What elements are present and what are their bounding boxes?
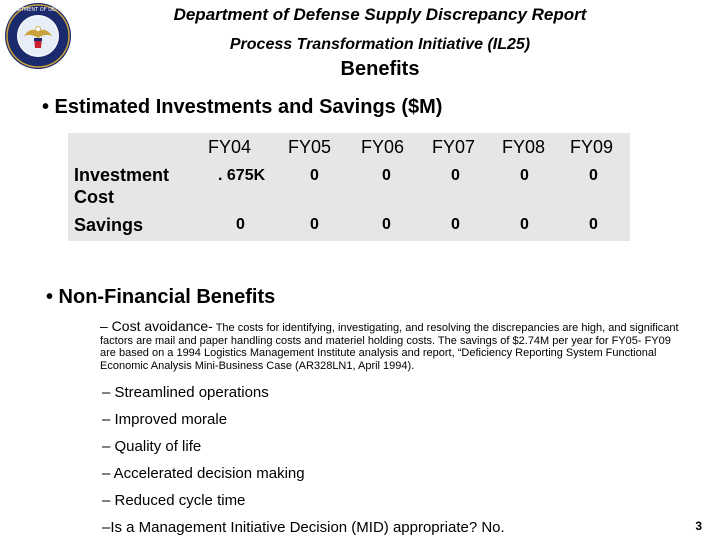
table-cell-savings-fy09: 0	[589, 216, 598, 233]
row-label-cost: Cost	[74, 187, 114, 207]
svg-text:DEPARTMENT OF DEFENSE: DEPARTMENT OF DEFENSE	[4, 7, 72, 13]
header-title-benefits: Benefits	[340, 58, 420, 80]
cost-avoidance-text: The costs for identifying, investigating, and resolving the discrepancies are high, and significant factors are mail and paper handling costs and materiel holding costs. The savings of $2.74M per year for FY05- FY09 are based on a 1994 Logistics Management Institute analysis and report, “Deficiency Reporting System Functional Economic Analysis Mini-Business Case (AR328LN1, April 1994).	[100, 322, 679, 372]
cost-avoidance-paragraph	[100, 320, 680, 372]
page-number: 3	[695, 519, 702, 533]
list-item: – Accelerated decision making	[102, 465, 305, 482]
column-header-fy06: FY06	[361, 137, 405, 157]
table-cell-investment-fy05: 0	[310, 167, 319, 184]
table-cell-investment-fy07: 0	[451, 167, 460, 184]
table-cell-savings-fy07: 0	[451, 216, 460, 233]
section-non-financial-heading: • Non-Financial Benefits	[46, 286, 276, 308]
list-item: – Reduced cycle time	[102, 492, 246, 509]
table-cell-investment-fy04: . 675K	[218, 167, 266, 184]
column-header-fy07: FY07	[432, 137, 476, 157]
table-cell-investment-fy06: 0	[382, 167, 391, 184]
row-label-investment: Investment	[74, 165, 170, 185]
table-cell-savings-fy04: 0	[236, 216, 245, 233]
list-item: – Streamlined operations	[102, 384, 269, 401]
table-cell-savings-fy05: 0	[310, 216, 319, 233]
column-header-fy09: FY09	[570, 137, 614, 157]
header-title-line1: Department of Defense Supply Discrepancy Report	[173, 5, 587, 24]
list-item: – Improved morale	[102, 411, 228, 428]
table-cell-investment-fy09: 0	[589, 167, 598, 184]
list-item: – Quality of life	[102, 438, 202, 455]
column-header-fy05: FY05	[288, 137, 332, 157]
table-cell-savings-fy08: 0	[520, 216, 529, 233]
list-item: –Is a Management Initiative Decision (MID) appropriate? No.	[102, 519, 505, 536]
cost-avoidance-lead: – Cost avoidance-	[100, 318, 213, 334]
header-title-line2: Process Transformation Initiative (IL25)	[229, 36, 531, 53]
table-cell-investment-fy08: 0	[520, 167, 529, 184]
row-label-savings: Savings	[74, 215, 144, 235]
column-header-fy04: FY04	[208, 137, 252, 157]
investment-savings-table	[68, 133, 630, 241]
table-cell-savings-fy06: 0	[382, 216, 391, 233]
column-header-fy08: FY08	[502, 137, 546, 157]
section-investments-heading: • Estimated Investments and Savings ($M)	[42, 96, 443, 118]
